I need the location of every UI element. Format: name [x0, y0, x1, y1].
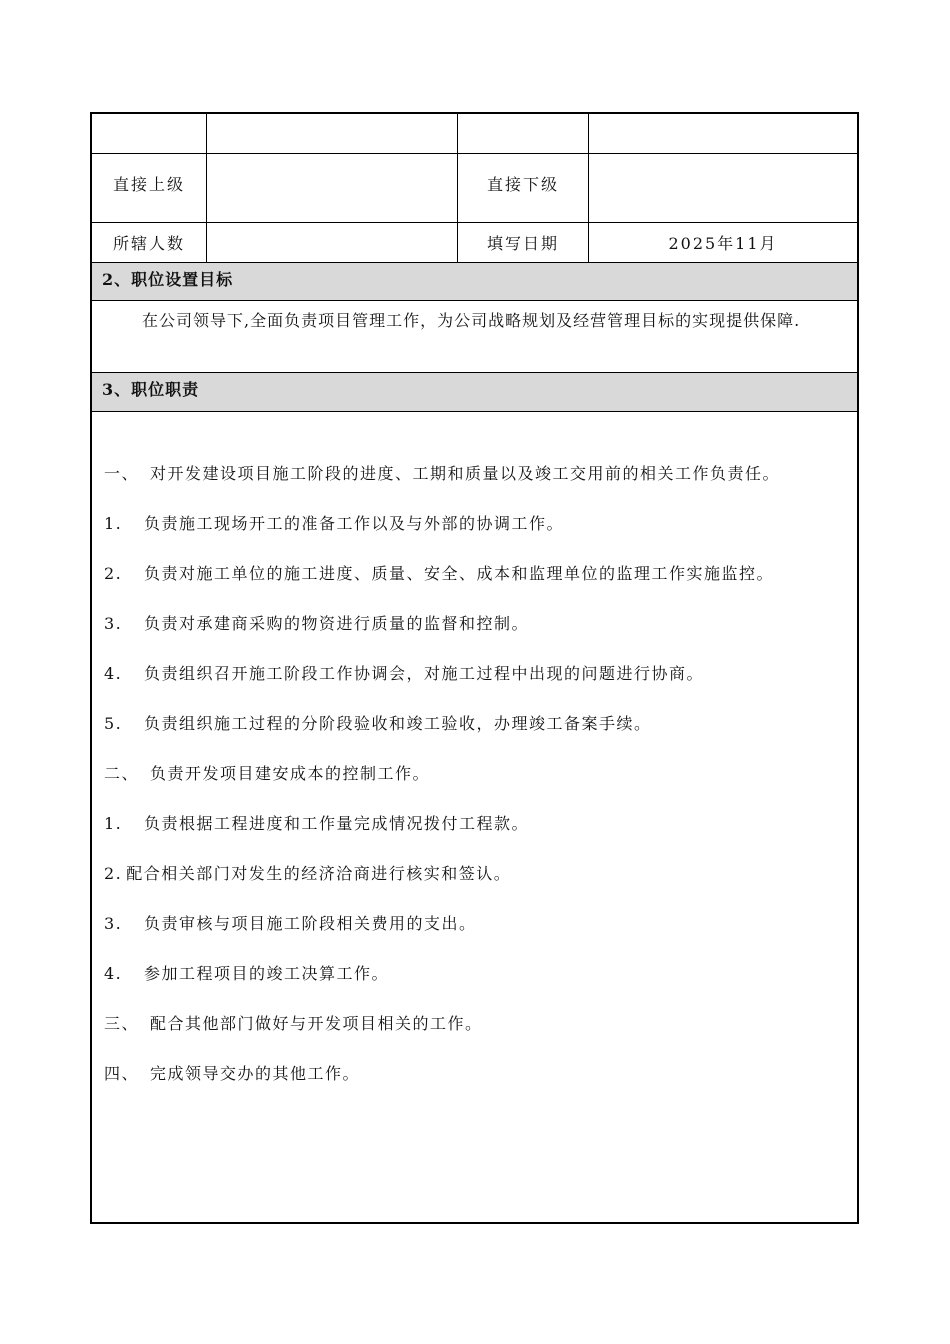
item-text: 负责组织召开施工阶段工作协调会，对施工过程中出现的问题进行协商。	[144, 664, 705, 683]
item-number: 二、	[104, 764, 140, 783]
list-item	[104, 454, 837, 494]
section-heading: 3、职位职责	[92, 373, 857, 412]
info-cell	[589, 114, 857, 153]
list-item	[104, 804, 837, 844]
item-text: 参加工程项目的竣工决算工作。	[144, 964, 390, 983]
job-description-table	[90, 112, 859, 1224]
item-number: 3.	[104, 614, 123, 633]
fill-date-label: 填写日期	[458, 223, 589, 262]
fill-date-value: 2025年11月	[668, 234, 778, 253]
item-number: 2.	[104, 864, 123, 883]
item-text: 负责组织施工过程的分阶段验收和竣工验收，办理竣工备案手续。	[144, 714, 652, 733]
item-number: 1.	[104, 514, 123, 533]
info-cell	[92, 114, 207, 153]
list-item	[104, 854, 837, 894]
info-cell	[458, 114, 589, 153]
headcount-value	[207, 223, 458, 262]
item-number: 四、	[104, 1064, 140, 1083]
headcount-label: 所辖人数	[92, 223, 207, 262]
item-number: 三、	[104, 1014, 140, 1033]
item-number: 4.	[104, 964, 123, 983]
list-item	[104, 754, 837, 794]
list-item	[104, 704, 837, 744]
direct-subordinate-value	[589, 154, 857, 222]
item-text: 配合相关部门对发生的经济洽商进行核实和签认。	[126, 864, 512, 883]
list-item	[104, 1004, 837, 1044]
item-number: 4.	[104, 664, 123, 683]
position-goal-text	[92, 301, 857, 373]
duties-list	[92, 412, 857, 1222]
list-item	[104, 904, 837, 944]
info-row-1	[92, 154, 857, 223]
info-row-0	[92, 114, 857, 154]
item-number: 2.	[104, 564, 123, 583]
info-cell	[207, 114, 458, 153]
section-heading: 2、职位设置目标	[92, 263, 857, 301]
list-item	[104, 654, 837, 694]
goal-text: 在公司领导下,全面负责项目管理工作，为公司战略规划及经营管理目标的实现提供保障.	[142, 311, 801, 330]
item-number: 1.	[104, 814, 123, 833]
list-item	[104, 554, 837, 594]
item-text: 负责对承建商采购的物资进行质量的监督和控制。	[144, 614, 530, 633]
item-text: 配合其他部门做好与开发项目相关的工作。	[150, 1014, 483, 1033]
direct-subordinate-label: 直接下级	[458, 154, 589, 222]
item-number: 一、	[104, 464, 140, 483]
list-item	[104, 604, 837, 644]
item-number: 5.	[104, 714, 123, 733]
list-item	[104, 954, 837, 994]
item-number: 3.	[104, 914, 123, 933]
item-text: 对开发建设项目施工阶段的进度、工期和质量以及竣工交用前的相关工作负责任。	[150, 464, 781, 483]
info-row-2	[92, 223, 857, 263]
item-text: 负责对施工单位的施工进度、质量、安全、成本和监理单位的监理工作实施监控。	[144, 564, 775, 583]
item-text: 完成领导交办的其他工作。	[150, 1064, 361, 1083]
item-text: 负责根据工程进度和工作量完成情况拨付工程款。	[144, 814, 530, 833]
list-item	[104, 1054, 837, 1094]
item-text: 负责开发项目建安成本的控制工作。	[150, 764, 431, 783]
direct-superior-label: 直接上级	[92, 154, 207, 222]
list-item	[104, 504, 837, 544]
direct-superior-value	[207, 154, 458, 222]
item-text: 负责施工现场开工的准备工作以及与外部的协调工作。	[144, 514, 565, 533]
item-text: 负责审核与项目施工阶段相关费用的支出。	[144, 914, 477, 933]
